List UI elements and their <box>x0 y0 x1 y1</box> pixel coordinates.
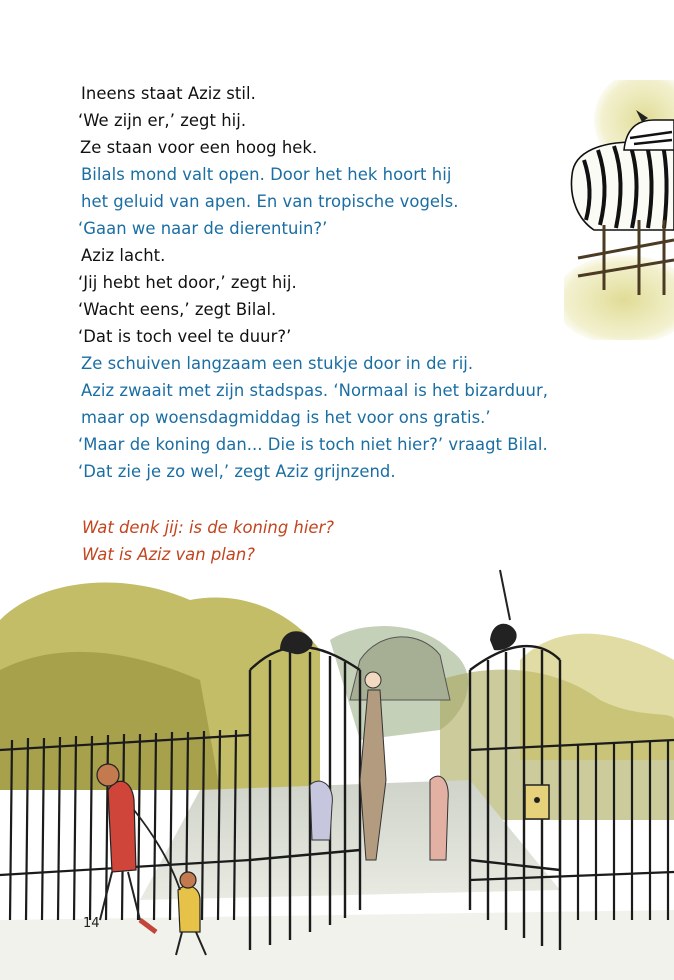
zebra-illustration <box>564 80 674 340</box>
story-line-13: maar op woensdagmiddag is het voor ons gratis.’ <box>81 408 491 427</box>
question-2: Wat is Aziz van plan? <box>82 545 255 564</box>
question-1: Wat denk jij: is de koning hier? <box>82 518 334 537</box>
story-line-10: ‘Dat is toch veel te duur?’ <box>78 327 292 346</box>
story-line-15: ‘Dat zie je zo wel,’ zegt Aziz grijnzend. <box>78 462 396 481</box>
story-line-6: ‘Gaan we naar de dierentuin?’ <box>78 219 328 238</box>
story-line-8: ‘Jij hebt het door,’ zegt hij. <box>78 273 297 292</box>
story-line-5: het geluid van apen. En van tropische vogels. <box>81 192 459 211</box>
story-line-14: ‘Maar de koning dan... Die is toch niet hier?’ vraagt Bilal. <box>78 435 548 454</box>
story-line-11: Ze schuiven langzaam een stukje door in de rij. <box>81 354 474 373</box>
story-line-4: Bilals mond valt open. Door het hek hoort hij <box>81 165 452 184</box>
story-line-3: Ze staan voor een hoog hek. <box>80 138 318 157</box>
story-line-12: Aziz zwaait met zijn stadspas. ‘Normaal is het bizarduur, <box>81 381 549 400</box>
story-line-1: Ineens staat Aziz stil. <box>81 84 256 103</box>
story-line-2: ‘We zijn er,’ zegt hij. <box>78 111 247 130</box>
zoo-gate-illustration <box>0 560 674 980</box>
story-line-7: Aziz lacht. <box>81 246 166 265</box>
story-line-9: ‘Wacht eens,’ zegt Bilal. <box>78 300 277 319</box>
page-number: 14 <box>83 916 100 931</box>
